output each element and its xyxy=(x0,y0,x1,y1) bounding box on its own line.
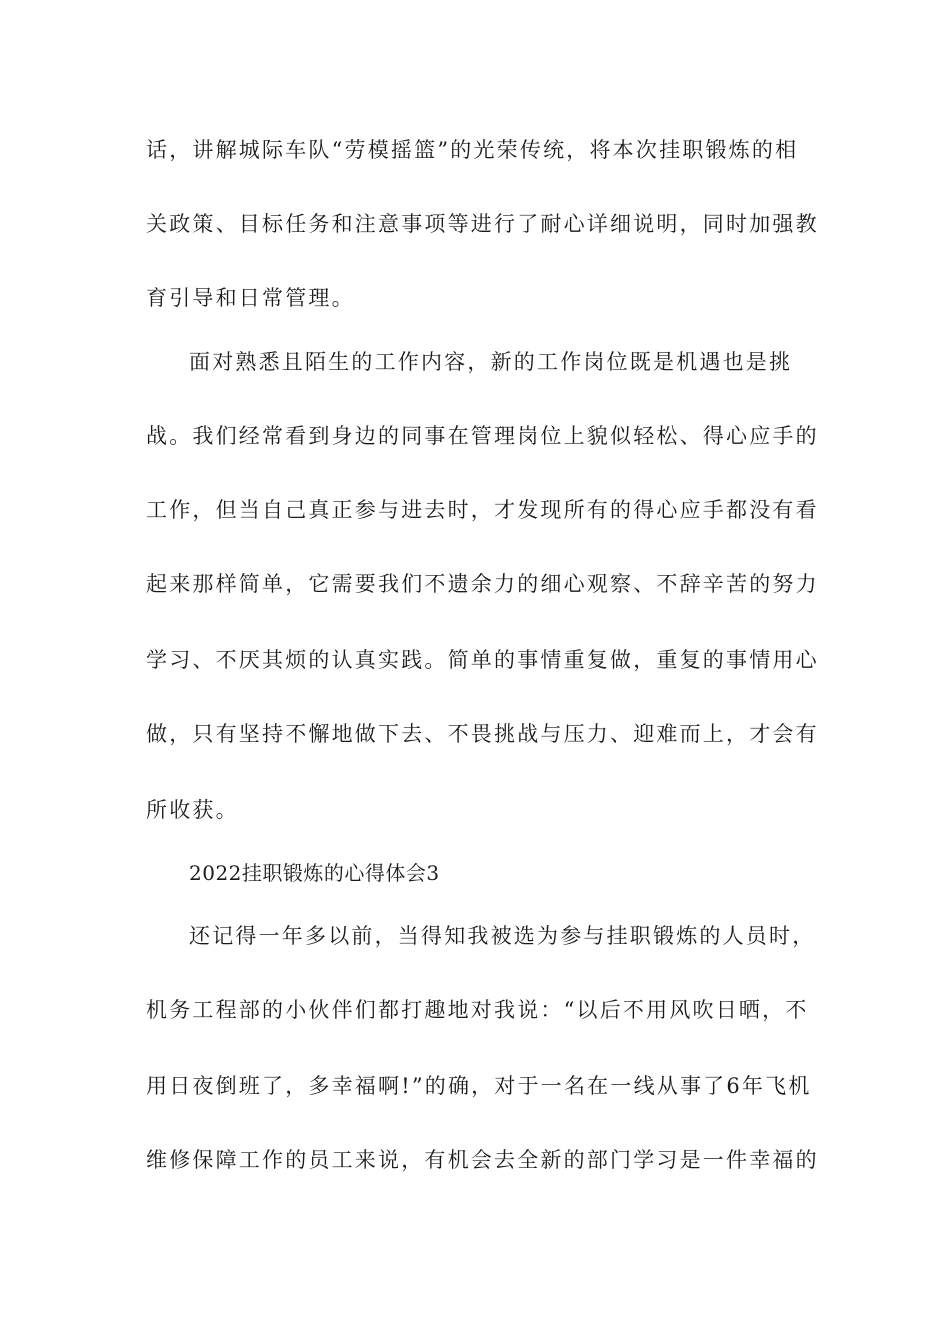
paragraph-3-line-2: 机务工程部的小伙伴们都打趣地对我说：“以后不用风吹日晒，不 xyxy=(146,998,809,1022)
paragraph-1-line-1: 话，讲解城际车队“劳模摇篮”的光荣传统，将本次挂职锻炼的相 xyxy=(146,138,799,162)
paragraph-1-line-2: 关政策、目标任务和注意事项等进行了耐心详细说明，同时加强教 xyxy=(146,212,819,236)
paragraph-1-line-3: 育引导和日常管理。 xyxy=(146,286,355,310)
paragraph-2-line-6: 做，只有坚持不懈地做下去、不畏挑战与压力、迎难而上，才会有 xyxy=(146,722,819,746)
paragraph-3-line-4: 维修保障工作的员工来说，有机会去全新的部门学习是一件幸福的 xyxy=(146,1148,819,1172)
paragraph-2-line-2: 战。我们经常看到身边的同事在管理岗位上貌似轻松、得心应手的 xyxy=(146,424,819,448)
paragraph-2-line-5: 学习、不厌其烦的认真实践。简单的事情重复做，重复的事情用心 xyxy=(146,648,819,672)
paragraph-3-line-1: 还记得一年多以前，当得知我被选为参与挂职锻炼的人员时， xyxy=(189,924,816,948)
section-heading: 2022挂职锻炼的心得体会3 xyxy=(189,861,440,885)
paragraph-2-line-7: 所收获。 xyxy=(146,798,239,822)
paragraph-3-line-3: 用日夜倒班了，多幸福啊!”的确，对于一名在一线从事了6年飞机 xyxy=(146,1074,812,1098)
paragraph-2-line-1: 面对熟悉且陌生的工作内容，新的工作岗位既是机遇也是挑 xyxy=(189,350,793,374)
paragraph-2-line-4: 起来那样简单，它需要我们不遗余力的细心观察、不辞辛苦的努力 xyxy=(146,572,819,596)
paragraph-2-line-3: 工作，但当自己真正参与进去时，才发现所有的得心应手都没有看 xyxy=(146,498,819,522)
